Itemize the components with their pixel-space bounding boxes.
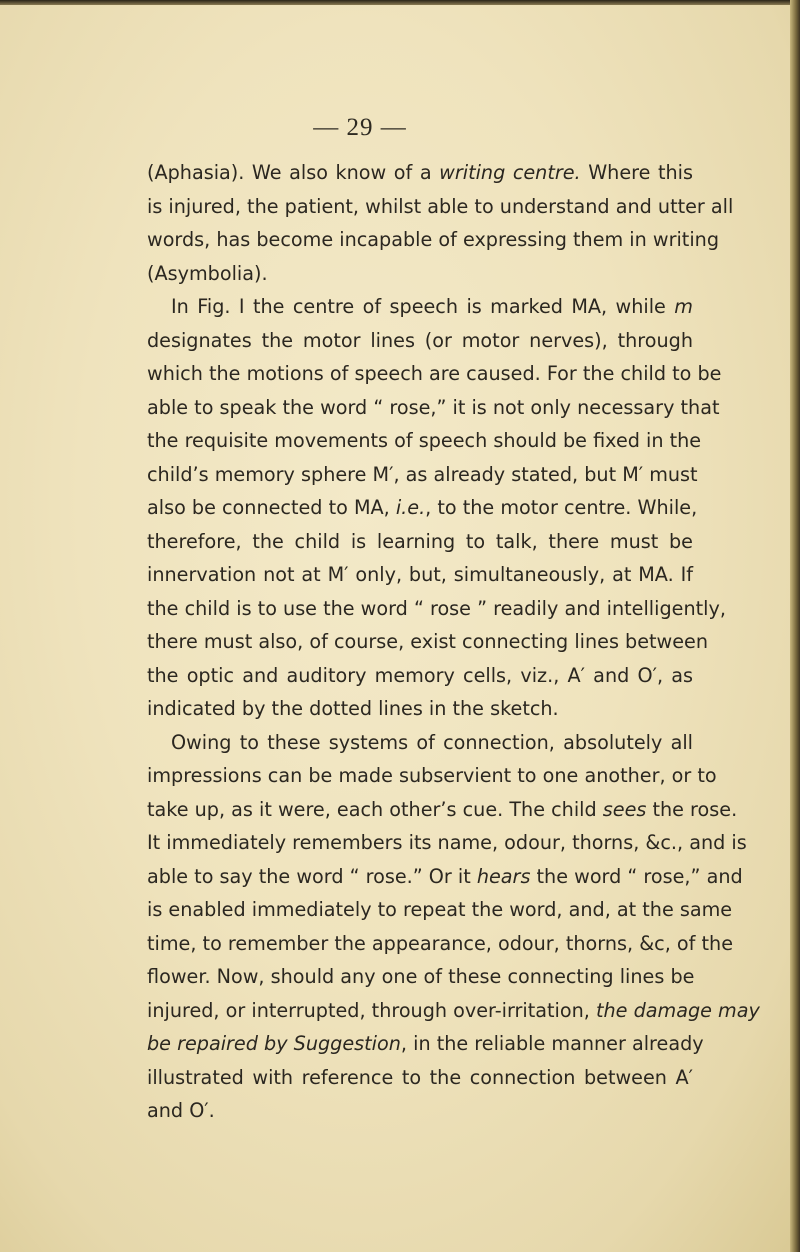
text-line — [147, 659, 693, 693]
text-line — [147, 1061, 693, 1095]
text-segment: therefore, the child is learning to talk, there must be — [147, 529, 693, 553]
text-line — [147, 424, 702, 458]
text-line — [147, 625, 709, 659]
text-segment: also be connected to MA, — [147, 496, 396, 519]
italic-segment: m — [674, 295, 693, 318]
text-segment: take up, as it were, each other’s cue. The child — [147, 797, 603, 821]
text-line — [147, 994, 760, 1028]
text-segment: words, has become incapable of expressing them in writing — [147, 228, 719, 251]
page-number: — 29 — — [313, 114, 407, 141]
text-segment: injured, or interrupted, through over-irritation, — [147, 998, 596, 1022]
text-line — [147, 893, 733, 927]
text-segment: , to the motor centre. While, — [425, 496, 698, 519]
text-segment: the child is to use the word “ rose ” readily and intelligently, — [147, 596, 726, 620]
text-line — [147, 223, 719, 257]
text-segment: able to say the word “ rose.” Or it — [147, 864, 477, 888]
text-line — [147, 257, 693, 291]
page-top-edge — [0, 0, 800, 5]
text-line — [147, 190, 734, 224]
text-line — [147, 860, 743, 894]
text-line — [147, 458, 698, 492]
page-binding-edge — [790, 0, 800, 1252]
text-segment: and O′. — [147, 1099, 215, 1122]
text-segment: the optic and auditory memory cells, viz., A′ and O′, as — [147, 663, 693, 687]
text-line — [147, 391, 720, 425]
text-segment: (Aphasia). We also know of a — [147, 161, 440, 184]
text-segment: the requisite movements of speech should be fixed in the — [147, 429, 702, 452]
text-line — [147, 1027, 704, 1061]
text-line — [147, 793, 738, 827]
text-line — [147, 927, 733, 961]
text-segment: impressions can be made subservient to one another, or to — [147, 764, 717, 787]
text-line — [147, 1094, 693, 1128]
italic-segment: hears — [476, 864, 531, 888]
italic-segment: writing centre. — [439, 161, 581, 184]
text-segment: innervation not at M′ only, but, simultaneously, at MA. If — [147, 563, 693, 586]
text-line — [147, 692, 693, 726]
text-segment: designates the motor lines (or motor nerves), through — [147, 328, 693, 352]
text-line — [147, 525, 693, 559]
text-segment: (Asymbolia). — [147, 261, 268, 285]
text-segment: time, to remember the appearance, odour, thorns, &c, of the — [147, 931, 733, 955]
text-line — [147, 592, 726, 626]
text-segment: child’s memory sphere M′, as already stated, but M′ must — [147, 462, 698, 486]
text-segment: Where this — [580, 161, 693, 184]
text-segment: the rose. — [646, 797, 738, 821]
italic-segment: i.e. — [395, 496, 426, 519]
text-segment: In Fig. I the centre of speech is marked MA, while — [171, 295, 675, 318]
text-segment: is injured, the patient, whilst able to understand and utter all — [147, 194, 734, 218]
text-segment: able to speak the word “ rose,” it is not only necessary that — [147, 395, 720, 419]
text-segment: there must also, of course, exist connecting lines between — [147, 630, 709, 653]
text-line — [147, 491, 698, 525]
text-segment: is enabled immediately to repeat the word, and, at the same — [147, 898, 733, 921]
text-segment: It immediately remembers its name, odour, thorns, &c., and is — [147, 831, 747, 854]
text-segment: Owing to these systems of connection, absolutely all — [171, 730, 693, 754]
text-segment: which the motions of speech are caused. For the child to be — [147, 362, 722, 385]
text-line — [147, 558, 693, 592]
text-line — [147, 759, 717, 793]
text-segment: , in the reliable manner already — [400, 1032, 704, 1055]
text-line — [147, 726, 693, 760]
text-line — [147, 156, 693, 190]
text-line — [147, 290, 693, 324]
text-segment: the word “ rose,” and — [530, 864, 743, 888]
text-line — [147, 324, 693, 358]
italic-segment: sees — [602, 797, 647, 821]
italic-segment: be repaired by Suggestion — [147, 1032, 401, 1055]
text-line — [147, 826, 747, 860]
text-segment: illustrated with reference to the connection between A′ — [147, 1065, 693, 1089]
text-line — [147, 357, 722, 391]
body-text — [147, 156, 760, 1128]
text-line — [147, 960, 693, 994]
italic-segment: the damage may — [595, 998, 760, 1022]
text-segment: flower. Now, should any one of these connecting lines be — [147, 965, 695, 988]
text-segment: indicated by the dotted lines in the sketch. — [147, 697, 559, 720]
